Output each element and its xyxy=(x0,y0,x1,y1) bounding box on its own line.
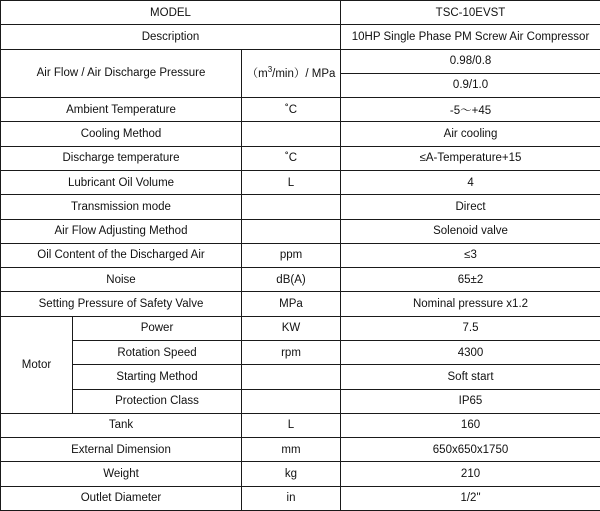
air-flow-unit-suffix: /min）/ MPa xyxy=(272,68,336,81)
table-row xyxy=(1,122,600,146)
motor-row-label: Rotation Speed xyxy=(73,340,242,364)
row-unit: L xyxy=(242,413,341,437)
table-row xyxy=(1,146,600,170)
model-label: MODEL xyxy=(1,1,341,25)
air-flow-unit xyxy=(242,49,341,98)
row-label: Oil Content of the Discharged Air xyxy=(1,243,242,267)
table-row xyxy=(1,438,600,462)
row-label: Cooling Method xyxy=(1,122,242,146)
row-unit xyxy=(242,219,341,243)
air-flow-value-1: 0.98/0.8 xyxy=(341,49,600,73)
table-row xyxy=(1,413,600,437)
row-label: Air Flow Adjusting Method xyxy=(1,219,242,243)
table-row xyxy=(1,486,600,510)
row-unit: in xyxy=(242,486,341,510)
motor-label: Motor xyxy=(1,316,73,413)
row-label: Discharge temperature xyxy=(1,146,242,170)
row-unit: dB(A) xyxy=(242,268,341,292)
model-value: TSC-10EVST xyxy=(341,1,600,25)
table-row-air-flow xyxy=(1,49,600,73)
air-flow-label: Air Flow / Air Discharge Pressure xyxy=(1,49,242,98)
row-unit: mm xyxy=(242,438,341,462)
row-value: 210 xyxy=(341,462,600,486)
table-row-description xyxy=(1,25,600,49)
row-label: Transmission mode xyxy=(1,195,242,219)
row-label: Outlet Diameter xyxy=(1,486,242,510)
air-flow-value-2: 0.9/1.0 xyxy=(341,73,600,97)
row-unit xyxy=(242,122,341,146)
row-value: 1/2" xyxy=(341,486,600,510)
row-unit: ˚C xyxy=(242,146,341,170)
air-flow-unit-prefix: （m xyxy=(246,68,268,81)
motor-row-unit xyxy=(242,389,341,413)
table-row xyxy=(1,219,600,243)
row-value: -5～+45 xyxy=(341,98,600,122)
row-value: Solenoid valve xyxy=(341,219,600,243)
air-flow-unit-sup: 3 xyxy=(267,65,273,75)
row-unit: ˚C xyxy=(242,98,341,122)
row-unit: kg xyxy=(242,462,341,486)
motor-row-label: Power xyxy=(73,316,242,340)
row-value: Direct xyxy=(341,195,600,219)
row-value: 650x650x1750 xyxy=(341,438,600,462)
row-value: ≤3 xyxy=(341,243,600,267)
row-value: Air cooling xyxy=(341,122,600,146)
motor-row-value: 4300 xyxy=(341,340,600,364)
table-row xyxy=(1,268,600,292)
table-row-model xyxy=(1,1,600,25)
motor-row-value: Soft start xyxy=(341,365,600,389)
row-value: 4 xyxy=(341,170,600,194)
row-value: 160 xyxy=(341,413,600,437)
table-row-motor xyxy=(1,340,600,364)
row-unit: MPa xyxy=(242,292,341,316)
row-label: Ambient Temperature xyxy=(1,98,242,122)
motor-row-unit: KW xyxy=(242,316,341,340)
row-label: Tank xyxy=(1,413,242,437)
row-unit xyxy=(242,195,341,219)
row-value: 65±2 xyxy=(341,268,600,292)
motor-row-value: 7.5 xyxy=(341,316,600,340)
motor-row-unit xyxy=(242,365,341,389)
table-row xyxy=(1,462,600,486)
table-row-motor xyxy=(1,316,600,340)
description-label: Description xyxy=(1,25,341,49)
row-label: Noise xyxy=(1,268,242,292)
row-label: External Dimension xyxy=(1,438,242,462)
motor-row-value: IP65 xyxy=(341,389,600,413)
motor-row-unit: rpm xyxy=(242,340,341,364)
row-label: Setting Pressure of Safety Valve xyxy=(1,292,242,316)
table-row xyxy=(1,292,600,316)
motor-row-label: Starting Method xyxy=(73,365,242,389)
table-row-motor xyxy=(1,365,600,389)
row-unit: ppm xyxy=(242,243,341,267)
table-row xyxy=(1,98,600,122)
description-value: 10HP Single Phase PM Screw Air Compressor xyxy=(341,25,600,49)
motor-row-label: Protection Class xyxy=(73,389,242,413)
row-value: Nominal pressure x1.2 xyxy=(341,292,600,316)
row-label: Lubricant Oil Volume xyxy=(1,170,242,194)
table-row-motor xyxy=(1,389,600,413)
row-label: Weight xyxy=(1,462,242,486)
row-unit: L xyxy=(242,170,341,194)
table-row xyxy=(1,195,600,219)
row-value: ≤A-Temperature+15 xyxy=(341,146,600,170)
table-row xyxy=(1,170,600,194)
table-row xyxy=(1,243,600,267)
